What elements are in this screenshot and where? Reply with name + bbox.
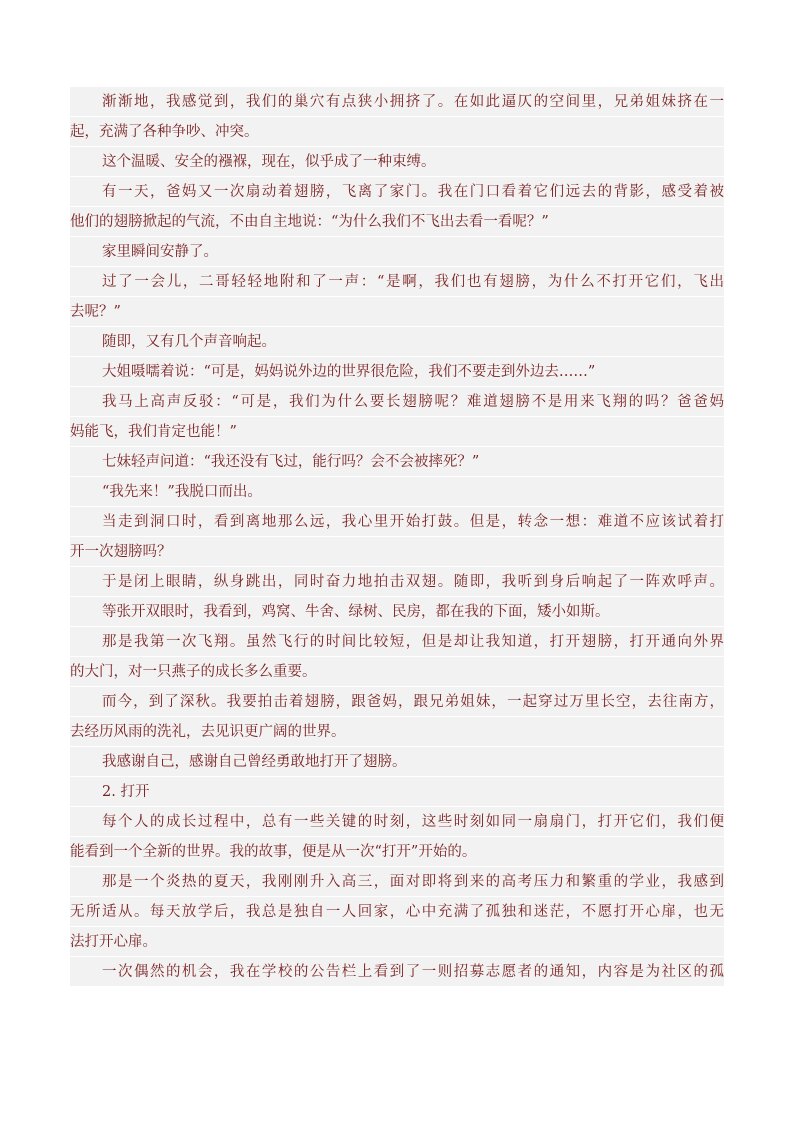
text-line: 妈能飞，我们肯定也能！”: [70, 417, 724, 447]
text-line: 过了一会儿，二哥轻轻地附和了一声：“是啊，我们也有翅膀，为什么不打开它们，飞出: [70, 267, 724, 297]
text-line: 开一次翅膀吗？: [70, 537, 724, 567]
text-line: 有一天，爸妈又一次扇动着翅膀，飞离了家门。我在门口看着它们远去的背影，感受着被: [70, 177, 724, 207]
text-line: 那是我第一次飞翔。虽然飞行的时间比较短，但是却让我知道，打开翅膀，打开通向外界: [70, 627, 724, 657]
text-line: 起，充满了各种争吵、冲突。: [70, 117, 724, 147]
text-line: 当走到洞口时，看到离地那么远，我心里开始打鼓。但是，转念一想：难道不应该试着打: [70, 507, 724, 537]
text-line: 每个人的成长过程中，总有一些关键的时刻，这些时刻如同一扇扇门，打开它们，我们便: [70, 807, 724, 837]
text-line: 我马上高声反驳：“可是，我们为什么要长翅膀呢？难道翅膀不是用来飞翔的吗？爸爸妈: [70, 387, 724, 417]
text-line: 那是一个炎热的夏天，我刚刚升入高三，面对即将到来的高考压力和繁重的学业，我感到: [70, 867, 724, 897]
text-line: 随即，又有几个声音响起。: [70, 327, 724, 357]
text-line: 大姐嗫嚅着说：“可是，妈妈说外边的世界很危险，我们不要走到外边去……”: [70, 357, 724, 387]
text-line: 法打开心扉。: [70, 927, 724, 957]
text-line: 去呢？”: [70, 297, 724, 327]
text-line: 的大门，对一只燕子的成长多么重要。: [70, 657, 724, 687]
text-line: 他们的翅膀掀起的气流，不由自主地说：“为什么我们不飞出去看一看呢？”: [70, 207, 724, 237]
text-line: 无所适从。每天放学后，我总是独自一人回家，心中充满了孤独和迷茫，不愿打开心扉，也无: [70, 897, 724, 927]
text-line: “我先来！”我脱口而出。: [70, 477, 724, 507]
text-line: 去经历风雨的洗礼，去见识更广阔的世界。: [70, 717, 724, 747]
text-line: 七妹轻声问道：“我还没有飞过，能行吗？会不会被摔死？”: [70, 447, 724, 477]
text-line: 而今，到了深秋。我要拍击着翅膀，跟爸妈，跟兄弟姐妹，一起穿过万里长空，去往南方，: [70, 687, 724, 717]
text-line: 渐渐地，我感觉到，我们的巢穴有点狭小拥挤了。在如此逼仄的空间里，兄弟姐妹挤在一: [70, 87, 724, 117]
section-heading: 2. 打开: [70, 777, 724, 807]
text-line: 我感谢自己，感谢自己曾经勇敢地打开了翅膀。: [70, 747, 724, 777]
text-line: 家里瞬间安静了。: [70, 237, 724, 267]
text-line: 等张开双眼时，我看到，鸡窝、牛舍、绿树、民房，都在我的下面，矮小如斯。: [70, 597, 724, 627]
text-line: 能看到一个全新的世界。我的故事，便是从一次“打开”开始的。: [70, 837, 724, 867]
document-page: [70, 87, 724, 987]
text-line: 于是闭上眼睛，纵身跳出，同时奋力地拍击双翅。随即，我听到身后响起了一阵欢呼声。: [70, 567, 724, 597]
text-line: 一次偶然的机会，我在学校的公告栏上看到了一则招募志愿者的通知，内容是为社区的孤: [70, 957, 724, 987]
text-line: 这个温暖、安全的襁褓，现在，似乎成了一种束缚。: [70, 147, 724, 177]
